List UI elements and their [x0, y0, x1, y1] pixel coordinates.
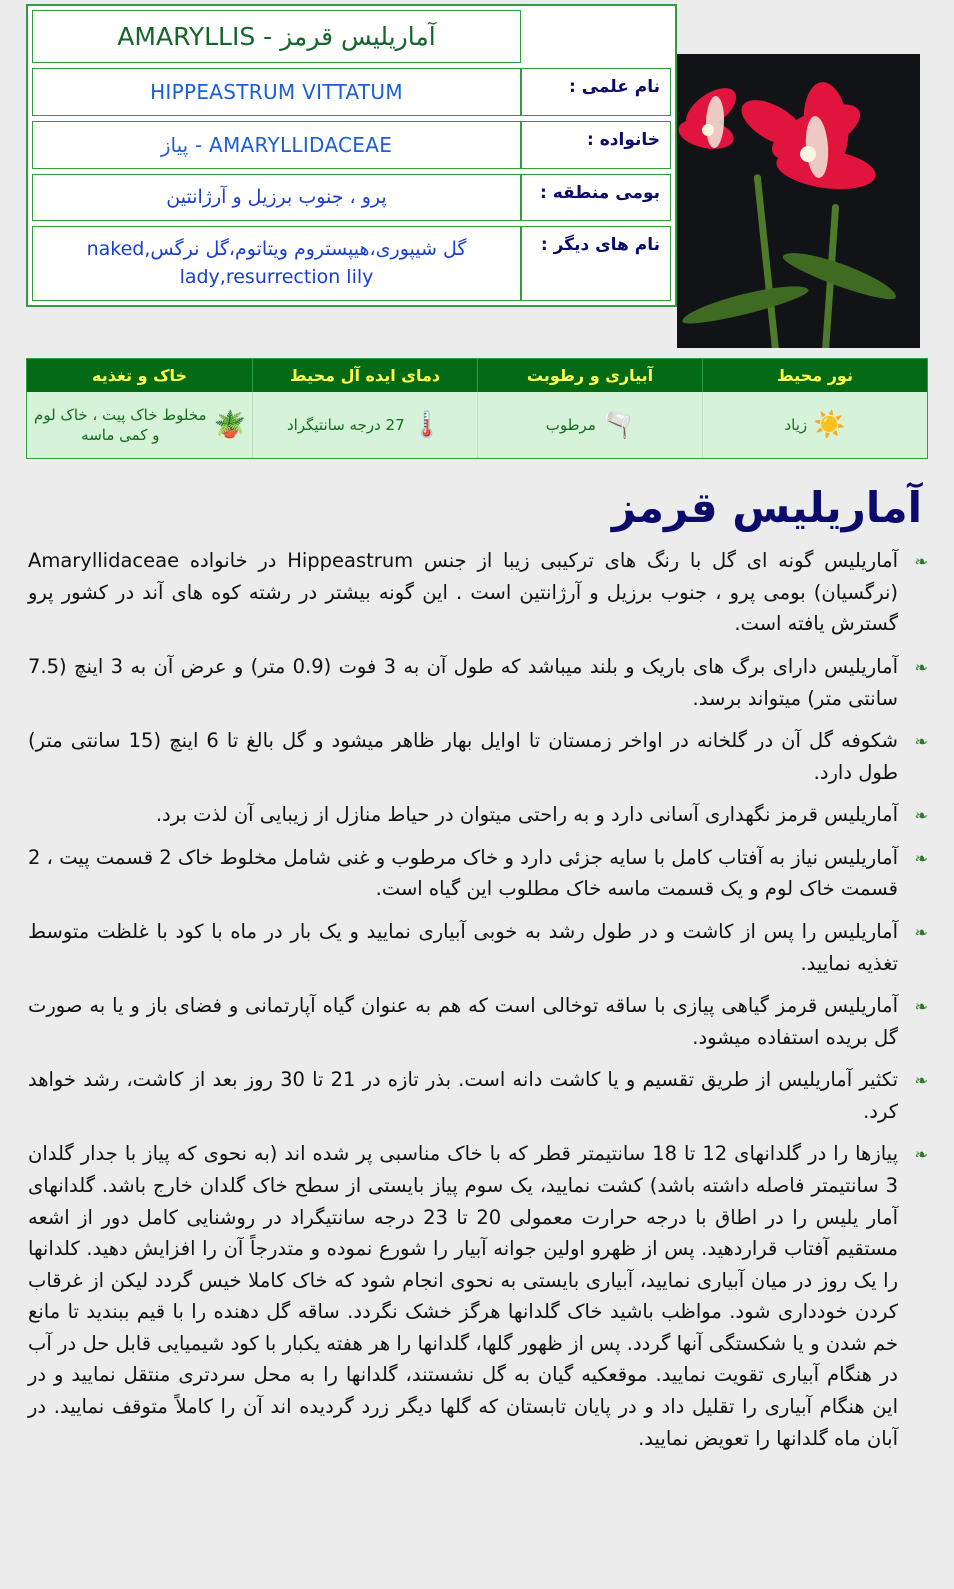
value-native-region: پرو ، جنوب برزیل و آرژانتین — [32, 174, 521, 221]
label-scientific-name: نام علمی : — [521, 68, 671, 116]
article-paragraph-text: آماریلیس را پس از کاشت و در طول رشد به خوبی آبیاری نمایید و یک بار در ماه با کود با غلظت متوسط تغذیه نمایید. — [28, 919, 898, 975]
label-other-names: نام های دیگر : — [521, 226, 671, 301]
article-paragraph-text: آماریلیس نیاز به آفتاب کامل با سایه جزئی دارد و خاک مرطوب و غنی شامل مخلوط خاک 2 قسمت پیت ، 2 قسمت خاک لوم و یک قسمت ماسه خاک مطلوب این گیاه است. — [28, 845, 899, 901]
conditions-value-light-text: زیاد — [784, 415, 808, 434]
conditions-value-light — [702, 392, 927, 458]
conditions-header-water: آبیاری و رطوبت — [477, 359, 702, 392]
amaryllis-photo — [677, 54, 920, 348]
article-paragraph — [22, 1138, 932, 1454]
article-paragraph — [22, 1064, 932, 1127]
article-paragraph-text: آماریلیس گونه ای گل با رنگ های ترکیبی زیبا از جنس Hippeastrum در خانواده Amaryllidaceae (نرگسیان) بومی پرو ، جنوب برزیل و آرژانتین است . این گونه بیشتر در رشته کوه های آند در کشور پرو گسترش یافته است. — [28, 549, 899, 636]
article-paragraph — [22, 725, 932, 788]
article-paragraph — [22, 651, 932, 714]
title-spacer — [521, 10, 671, 63]
article-paragraph-text: پیازها را در گلدانهای 12 تا 18 سانتیمتر قطر که با خاک مناسبی پر شده اند (به نحوی که پیاز با جدار گلدان 3 سانتیمتر فاصله داشته باشد) کشت نمایید، یک سوم پیاز بایستی از سطح خاک گلدان خارج باشد. گلدانهای آمار یلیس را در اطاق با درجه حرارت معمولی 20 تا 23 درجه سانتیگراد در روشنایی کامل دور از اشعه مستقیم آفتاب قراردهید. پس از ظهرو اولین جوانه آبیار را شورع نموده و متدرجاً آن را افزایش دهید. کلدانها را یک روز در میان آبیاری نمایید، آبیاری بایستی به نحوی انجام شود که خاک کاملا خیس گردد لیکن از غرقاب کردن خودداری شود. مواظب باشید خاک گلدانها هرگز خشک نگردد. ساقه گل دهنده را با قیم ببندید تا مانع خم شدن و یا شکستگی آنها گردد. پس از ظهور گلها، گلدانها را هر هفته یکبار با کود شیمیایی قابل حل در آب در هنگام آبیاری تقویت نمایید. موقعکیه گیان به گل نشستند، گلدانها را به محل سردتری منتقل نمایید و در این هنگام آبیاری را تقلیل داد و در پایان تابستان که گلها دیگر زرد گردیده اند آن را کاملاً متوقف نمایید. در آبان ماه گلدانها را تعویض نمایید. — [28, 1142, 898, 1450]
article-heading: آماریلیس قرمز — [611, 483, 922, 532]
leaf-bullet-icon: ❧ — [914, 1145, 928, 1165]
conditions-header-temperature: دمای ایده آل محیط — [252, 359, 477, 392]
conditions-value-soil — [27, 392, 252, 458]
article-paragraph — [22, 990, 932, 1053]
plant-info-table — [26, 4, 677, 307]
conditions-value-temperature-text: 27 درجه سانتیگراد — [286, 415, 405, 434]
article-paragraph — [22, 799, 932, 831]
info-row-native-region — [32, 174, 671, 221]
leaf-bullet-icon: ❧ — [914, 732, 928, 752]
conditions-header-row — [27, 359, 927, 392]
watering-can-icon: 🫗 — [601, 410, 635, 440]
article-paragraph-text: تکثیر آماریلیس از طریق تقسیم و یا کاشت دانه است. بذر تازه در 21 تا 30 روز بعد از کاشت، رشد خواهد کرد. — [28, 1068, 898, 1123]
article-paragraph-text: آماریلیس قرمز نگهداری آسانی دارد و به راحتی میتوان در حیاط منازل از زیبایی آن لذت برد. — [155, 803, 898, 827]
conditions-value-water — [477, 392, 702, 458]
article-section — [0, 459, 954, 1495]
conditions-header-light: نور محیط — [702, 359, 927, 392]
info-row-other-names — [32, 226, 671, 301]
conditions-value-row — [27, 392, 927, 458]
article-paragraph-text: آماریلیس قرمز گیاهی پیازی با ساقه توخالی است که هم به عنوان گیاه آپارتمانی و فضای باز و یا به صورت گل بریده استفاده میشود. — [28, 994, 898, 1049]
growing-conditions-table — [26, 358, 928, 459]
article-paragraph-text: آماریلیس دارای برگ های باریک و بلند میباشد که طول آن به 3 فوت (0.9 متر) و عرض آن به 3 اینچ (7.5 سانتی متر) میتواند برسد. — [28, 654, 898, 710]
label-native-region: بومی منطقه : — [521, 174, 671, 221]
plant-pot-icon: 🪴 — [213, 410, 246, 440]
info-row-family — [32, 121, 671, 169]
article-paragraph-text: شکوفه گل آن در گلخانه در اواخر زمستان تا اوایل بهار ظاهر میشود و گل بالغ تا 6 اینچ (15 سانتی متر) طول دارد. — [28, 729, 898, 784]
leaf-bullet-icon: ❧ — [914, 657, 928, 677]
leaf-bullet-icon: ❧ — [914, 1071, 928, 1091]
plant-title: آماریلیس قرمز - AMARYLLIS — [32, 10, 521, 63]
plant-summary-area — [0, 0, 954, 348]
leaf-bullet-icon: ❧ — [914, 806, 928, 826]
label-family: خانواده : — [521, 121, 671, 169]
article-paragraph — [22, 842, 932, 905]
article-paragraph — [22, 545, 932, 640]
conditions-value-soil-text: مخلوط خاک پیت ، خاک لوم و کمی ماسه — [34, 405, 207, 444]
value-family: AMARYLLIDACEAE - پیاز — [32, 121, 521, 169]
value-scientific-name: HIPPEASTRUM VITTATUM — [32, 68, 521, 116]
conditions-header-soil: خاک و تغذیه — [92, 366, 187, 385]
article-paragraph — [22, 916, 932, 979]
leaf-bullet-icon: ❧ — [914, 848, 928, 868]
info-title-row — [32, 10, 671, 63]
value-other-names: گل شیپوری،هیپستروم ویتاتوم،گل نرگس,naked lady,resurrection lily — [32, 226, 521, 301]
conditions-value-temperature — [252, 392, 477, 458]
leaf-bullet-icon: ❧ — [914, 552, 928, 572]
conditions-value-water-text: مرطوب — [545, 415, 596, 434]
leaf-bullet-icon: ❧ — [914, 922, 928, 942]
sun-icon: ☀️ — [813, 410, 846, 440]
thermometer-icon: 🌡️ — [410, 410, 444, 440]
article-bullet-list — [22, 545, 932, 1454]
leaf-bullet-icon: ❧ — [914, 997, 928, 1017]
info-row-scientific-name — [32, 68, 671, 116]
